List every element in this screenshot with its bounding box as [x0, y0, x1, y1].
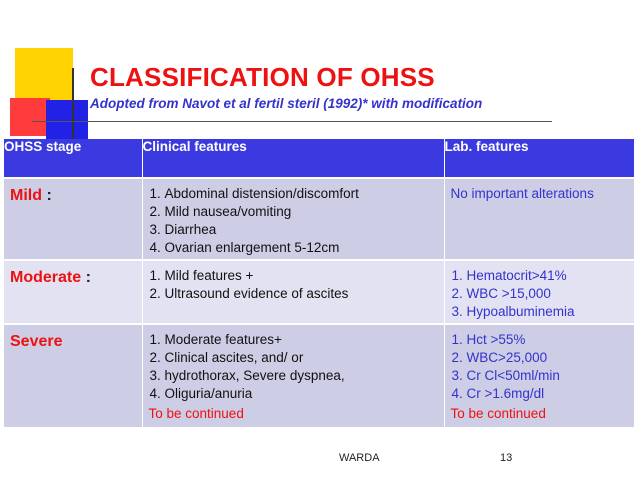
clinical-list	[143, 179, 444, 259]
clinical-list	[143, 325, 444, 405]
table-row	[4, 260, 634, 324]
table-row	[4, 324, 634, 427]
footer-author: WARDA	[339, 452, 380, 464]
decor-yellow-square	[15, 48, 73, 103]
list-item: 1. Hct >55%	[467, 331, 630, 349]
list-item: 4. Cr >1.6mg/dl	[467, 385, 630, 403]
list-item: 1. Hematocrit>41%	[467, 267, 630, 285]
stage-cell	[4, 178, 142, 260]
lab-cell	[444, 178, 634, 260]
header-clinical: Clinical features	[142, 139, 444, 178]
list-item: 1. Abdominal distension/discomfort	[165, 185, 440, 203]
decor-red-square	[10, 98, 50, 136]
stage-colon: :	[42, 187, 52, 204]
stage-colon: :	[81, 269, 91, 286]
footer-page-number: 13	[500, 452, 513, 464]
stage-cell	[4, 324, 142, 427]
stage-label: Moderate	[10, 269, 82, 286]
lab-list	[445, 261, 634, 323]
list-item: 4. Ovarian enlargement 5-12cm	[165, 239, 440, 257]
list-item: 3. Cr Cl<50ml/min	[467, 367, 630, 385]
slide-title: CLASSIFICATION OF OHSS	[90, 62, 435, 92]
list-item: 2. Mild nausea/vomiting	[165, 203, 440, 221]
list-item: 1. Moderate features+	[165, 331, 440, 349]
classification-table	[4, 139, 635, 427]
decor-vertical-line	[72, 68, 74, 140]
list-item: 2. Clinical ascites, and/ or	[165, 349, 440, 367]
lab-text: No important alterations	[450, 186, 594, 201]
lab-cell	[444, 324, 634, 427]
list-item: 3. Hypoalbuminemia	[467, 303, 630, 321]
list-item: 4. Oliguria/anuria	[165, 385, 440, 403]
table-row	[4, 178, 634, 260]
stage-label: Mild	[10, 187, 42, 204]
lab-cell	[444, 260, 634, 324]
slide-subtitle: Adopted from Navot et al fertil steril (1992)* with modification	[90, 96, 483, 111]
clinical-list	[143, 261, 444, 305]
list-item: 2. WBC>25,000	[467, 349, 630, 367]
decor-blue-square	[46, 100, 88, 140]
header-stage: OHSS stage	[4, 139, 142, 178]
list-item: 1. Mild features +	[165, 267, 440, 285]
clinical-cell	[142, 260, 444, 324]
table-header-row	[4, 139, 634, 178]
header-lab: Lab. features	[444, 139, 634, 178]
list-item: 3. Diarrhea	[165, 221, 440, 239]
lab-list	[445, 325, 634, 405]
list-item: 2. Ultrasound evidence of ascites	[165, 285, 440, 303]
decor-horizontal-line	[32, 121, 552, 122]
lab-continued-note: To be continued	[450, 406, 546, 421]
list-item: 3. hydrothorax, Severe dyspnea,	[165, 367, 440, 385]
list-item: 2. WBC >15,000	[467, 285, 630, 303]
stage-cell	[4, 260, 142, 324]
stage-label: Severe	[10, 333, 63, 350]
clinical-cell	[142, 324, 444, 427]
clinical-continued-note: To be continued	[148, 406, 244, 421]
clinical-cell	[142, 178, 444, 260]
